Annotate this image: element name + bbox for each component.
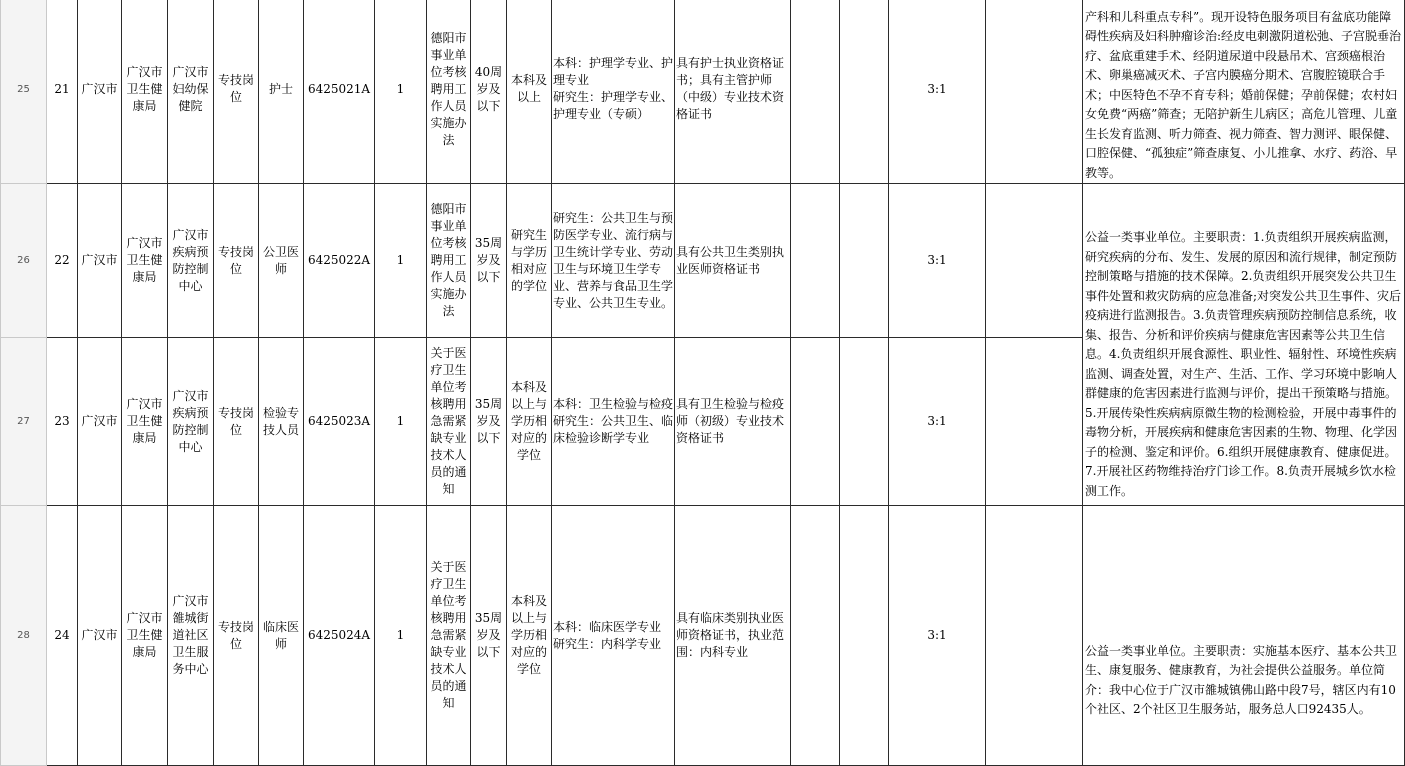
ratio-cell[interactable]: 3:1: [889, 338, 986, 506]
post-code-cell[interactable]: 6425021A: [304, 0, 375, 184]
major-cell[interactable]: [552, 0, 675, 184]
major-text: 本科：卫生检验与检疫 研究生：公共卫生、临床检验诊断学专业: [553, 397, 674, 445]
seq-cell[interactable]: 24: [47, 506, 78, 766]
count-cell[interactable]: 1: [375, 184, 427, 338]
blank-cell[interactable]: [986, 184, 1083, 338]
basis-cell[interactable]: 关于医疗卫生单位考核聘用急需紧缺专业技术人员的通知: [427, 506, 471, 766]
table-row[interactable]: [1, 0, 1405, 184]
authority-cell[interactable]: 广汉市卫生健康局: [122, 0, 168, 184]
seq-cell[interactable]: 22: [47, 184, 78, 338]
empty-cell[interactable]: [840, 338, 889, 506]
authority-cell[interactable]: 广汉市卫生健康局: [122, 184, 168, 338]
other-cell[interactable]: [791, 0, 840, 184]
region-cell[interactable]: 广汉市: [78, 506, 122, 766]
age-cell[interactable]: 35周岁及以下: [471, 184, 507, 338]
remark-text: 产科和儿科重点专科”。现开设特色服务项目有盆底功能障碍性疾病及妇科肿瘤诊治:经皮电刺激阴道松弛、子宫脱垂治疗、盆底重建手术、经阴道尿道中段悬吊术、宫颈癌根治术、卵巢癌减灭术、子宫内膜癌分期术、宫腹腔镜联合手术；中医特色不孕不育专科；婚前保健；孕前保健；农村妇女免费“两癌”筛查；无陪护新生儿病区；高危儿管理、儿童生长发育监测、听力筛查、视力筛查、智力测评、眼保健、口腔保健、“孤独症”筛查康复、小儿推拿、水疗、药浴、早教等。: [1085, 9, 1402, 180]
seq-cell[interactable]: 23: [47, 338, 78, 506]
post-code-cell[interactable]: 6425023A: [304, 338, 375, 506]
count-cell[interactable]: 1: [375, 338, 427, 506]
basis-cell[interactable]: 关于医疗卫生单位考核聘用急需紧缺专业技术人员的通知: [427, 338, 471, 506]
post-name-cell[interactable]: 临床医师: [259, 506, 304, 766]
region-cell[interactable]: 广汉市: [78, 338, 122, 506]
qualification-cell[interactable]: 具有临床类别执业医师资格证书，执业范围：内科专业: [675, 506, 791, 766]
major-cell[interactable]: 研究生：公共卫生与预防医学专业、流行病与卫生统计学专业、劳动卫生与环境卫生学专业、营养与食品卫生学专业、公共卫生专业。: [552, 184, 675, 338]
qualification-cell[interactable]: 具有卫生检验与检疫师（初级）专业技术资格证书: [675, 338, 791, 506]
seq-cell[interactable]: 21: [47, 0, 78, 184]
post-name-cell[interactable]: 检验专技人员: [259, 338, 304, 506]
remark-cell-merged[interactable]: [1083, 184, 1405, 506]
region-cell[interactable]: 广汉市: [78, 0, 122, 184]
age-cell[interactable]: 35周岁及以下: [471, 506, 507, 766]
row-header[interactable]: 26: [1, 184, 47, 338]
major-text: 本科：临床医学专业 研究生：内科学专业: [553, 619, 662, 651]
remark-text: 公益一类事业单位。主要职责：实施基本医疗、基本公共卫生、康复服务、健康教育，为社会提供公益服务。单位简介：我中心位于广汉市雒城镇佛山路中段7号，辖区内有10个社区、2个社区卫生服务站，服务总人口92435人。: [1085, 643, 1398, 716]
education-cell[interactable]: 本科及以上与学历相对应的学位: [507, 506, 552, 766]
post-type-cell[interactable]: 专技岗位: [214, 506, 259, 766]
post-code-cell[interactable]: 6425022A: [304, 184, 375, 338]
education-cell[interactable]: 本科及以上与学历相对应的学位: [507, 338, 552, 506]
major-text: 本科：护理学专业、护理专业 研究生：护理学专业、护理专业（专硕）: [553, 56, 674, 121]
row-header[interactable]: 27: [1, 338, 47, 506]
age-cell[interactable]: 35周岁及以下: [471, 338, 507, 506]
other-cell[interactable]: [791, 338, 840, 506]
unit-cell[interactable]: 广汉市疾病预防控制中心: [168, 338, 214, 506]
authority-cell[interactable]: 广汉市卫生健康局: [122, 338, 168, 506]
region-cell[interactable]: 广汉市: [78, 184, 122, 338]
education-cell[interactable]: 本科及以上: [507, 0, 552, 184]
count-cell[interactable]: 1: [375, 0, 427, 184]
empty-cell[interactable]: [840, 0, 889, 184]
other-cell[interactable]: [791, 184, 840, 338]
table-row[interactable]: [1, 506, 1405, 766]
row-header[interactable]: 28: [1, 506, 47, 766]
basis-cell[interactable]: 德阳市事业单位考核聘用工作人员实施办法: [427, 0, 471, 184]
unit-cell[interactable]: 广汉市妇幼保健院: [168, 0, 214, 184]
age-cell[interactable]: 40周岁及以下: [471, 0, 507, 184]
blank-cell[interactable]: [986, 506, 1083, 766]
major-cell[interactable]: [552, 506, 675, 766]
post-name-cell[interactable]: 护士: [259, 0, 304, 184]
ratio-cell[interactable]: 3:1: [889, 0, 986, 184]
unit-cell[interactable]: 广汉市雒城街道社区卫生服务中心: [168, 506, 214, 766]
remark-cell[interactable]: [1083, 506, 1405, 766]
post-type-cell[interactable]: 专技岗位: [214, 184, 259, 338]
row-header[interactable]: 25: [1, 0, 47, 184]
ratio-cell[interactable]: 3:1: [889, 184, 986, 338]
post-name-cell[interactable]: 公卫医师: [259, 184, 304, 338]
blank-cell[interactable]: [986, 0, 1083, 184]
authority-cell[interactable]: 广汉市卫生健康局: [122, 506, 168, 766]
empty-cell[interactable]: [840, 184, 889, 338]
empty-cell[interactable]: [840, 506, 889, 766]
qualification-cell[interactable]: 具有护士执业资格证书；具有主管护师（中级）专业技术资格证书: [675, 0, 791, 184]
remark-text: 公益一类事业单位。主要职责：1.负责组织开展疾病监测，研究疾病的分布、发生、发展的原因和流行规律，制定预防控制策略与措施的技术保障。2.负责组织开展突发公共卫生事件处置和救灾防病的应急准备;对突发公共卫生事件、灾后疫病进行监测报告。3.负责管理疾病预防控制信息系统，收集、报告、分析和评价疾病与健康危害因素等公共卫生信息。4.负责组织开展食源性、职业性、辐射性、环境性疾病监测、调查处置，对生产、生活、工作、学习环境中影响人群健康的危害因素进行监测与评价，提出干预策略与措施。5.开展传染性疾病病原微生物的检测检验，开展中毒事件的毒物分析，开展疾病和健康危害因素的生物、物理、化学因子的检测、鉴定和评价。6.组织开展健康教育、健康促进。7.开展社区药物维持治疗门诊工作。8.负责开展城乡饮水检测工作。: [1085, 230, 1402, 498]
post-code-cell[interactable]: 6425024A: [304, 506, 375, 766]
post-type-cell[interactable]: 专技岗位: [214, 0, 259, 184]
education-cell[interactable]: 研究生与学历相对应的学位: [507, 184, 552, 338]
table-row[interactable]: [1, 184, 1405, 338]
major-cell[interactable]: [552, 338, 675, 506]
post-type-cell[interactable]: 专技岗位: [214, 338, 259, 506]
other-cell[interactable]: [791, 506, 840, 766]
unit-cell[interactable]: 广汉市疾病预防控制中心: [168, 184, 214, 338]
qualification-cell[interactable]: 具有公共卫生类别执业医师资格证书: [675, 184, 791, 338]
basis-cell[interactable]: 德阳市事业单位考核聘用工作人员实施办法: [427, 184, 471, 338]
ratio-cell[interactable]: 3:1: [889, 506, 986, 766]
count-cell[interactable]: 1: [375, 506, 427, 766]
remark-cell[interactable]: [1083, 0, 1405, 184]
blank-cell[interactable]: [986, 338, 1083, 506]
